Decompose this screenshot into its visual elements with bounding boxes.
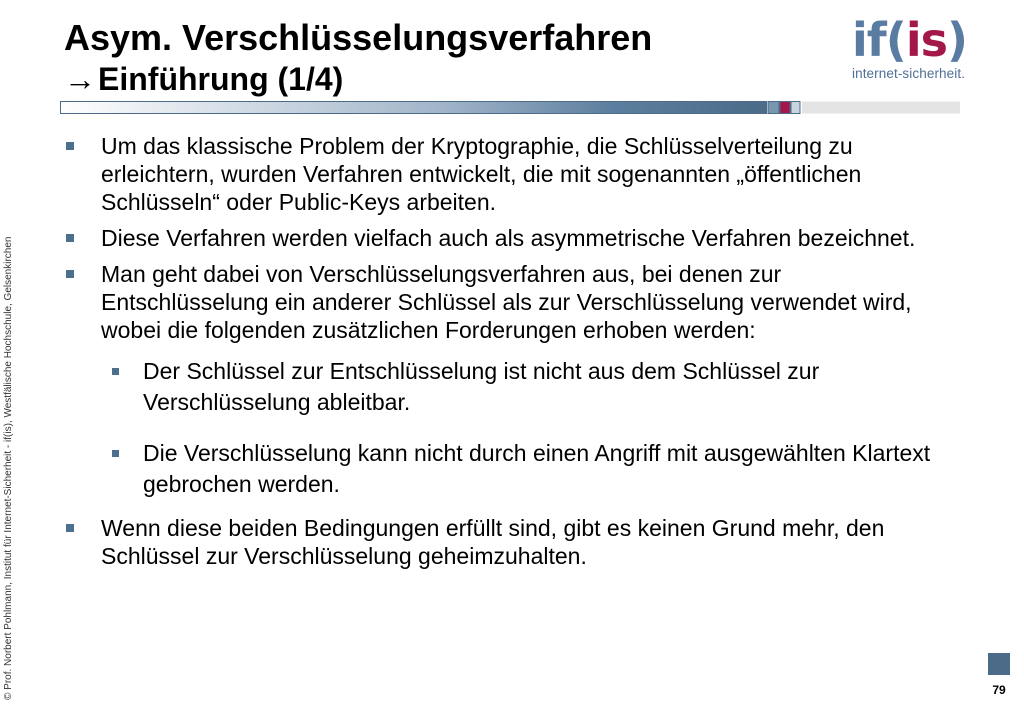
logo-mark-is: is bbox=[905, 13, 947, 67]
slide-title bbox=[64, 18, 652, 98]
slide-content bbox=[66, 132, 946, 578]
square-bullet-icon bbox=[66, 142, 74, 150]
square-bullet-icon bbox=[66, 234, 74, 242]
sub-bullet-item bbox=[66, 356, 946, 418]
bullet-item bbox=[66, 132, 946, 216]
bullet-text: Man geht dabei von Verschlüsselungsverfahren aus, bei denen zur Entschlüsselung ein anderer Schlüssel als zur Verschlüsselung verwendet wird, wobei die folgenden zusätzlichen Forderungen erhoben werden: bbox=[101, 261, 912, 343]
sub-bullet-text: Die Verschlüsselung kann nicht durch einen Angriff mit ausgewählten Klartext gebrochen werden. bbox=[143, 440, 931, 497]
square-bullet-icon bbox=[112, 368, 119, 375]
logo-mark-paren: ) bbox=[946, 13, 967, 67]
title-line2-wrap bbox=[64, 60, 652, 98]
logo-subtitle: internet-sicherheit. bbox=[852, 66, 966, 81]
page-number: 79 bbox=[992, 683, 1006, 697]
bullet-item bbox=[66, 260, 946, 344]
square-bullet-icon bbox=[112, 450, 119, 457]
square-bullet-icon bbox=[66, 270, 74, 278]
logo-mark-if: if( bbox=[852, 13, 906, 67]
bullet-text: Um das klassische Problem der Kryptographie, die Schlüsselverteilung zu erleichtern, wurden Verfahren entwickelt, die mit sogenannten „öffentlichen Schlüsseln“ oder Public-Keys arbeiten. bbox=[101, 133, 862, 215]
bullet-item bbox=[66, 514, 946, 570]
ifis-logo bbox=[852, 12, 992, 92]
bullet-text: Diese Verfahren werden vielfach auch als asymmetrische Verfahren bezeichnet. bbox=[101, 225, 916, 251]
header-divider-bar bbox=[60, 101, 960, 114]
title-line2: Einführung (1/4) bbox=[98, 61, 344, 97]
sub-bullet-text: Der Schlüssel zur Entschlüsselung ist nicht aus dem Schlüssel zur Verschlüsselung ableitbar. bbox=[143, 358, 820, 415]
title-line1: Asym. Verschlüsselungsverfahren bbox=[64, 17, 653, 58]
sub-bullet-list bbox=[66, 356, 946, 500]
square-bullet-icon bbox=[66, 524, 74, 532]
corner-square-icon bbox=[988, 653, 1010, 675]
sub-bullet-item bbox=[66, 438, 946, 500]
bullet-item bbox=[66, 224, 946, 252]
arrow-right-icon: → bbox=[64, 61, 96, 97]
copyright-sidebar: © Prof. Norbert Pohlmann, Institut für Internet-Sicherheit - if(is), Westfälische Hochschule, Gelsenkirchen bbox=[3, 236, 14, 700]
bullet-text: Wenn diese beiden Bedingungen erfüllt sind, gibt es keinen Grund mehr, den Schlüssel zur Verschlüsselung geheimzuhalten. bbox=[101, 515, 885, 569]
logo-mark bbox=[852, 12, 992, 68]
